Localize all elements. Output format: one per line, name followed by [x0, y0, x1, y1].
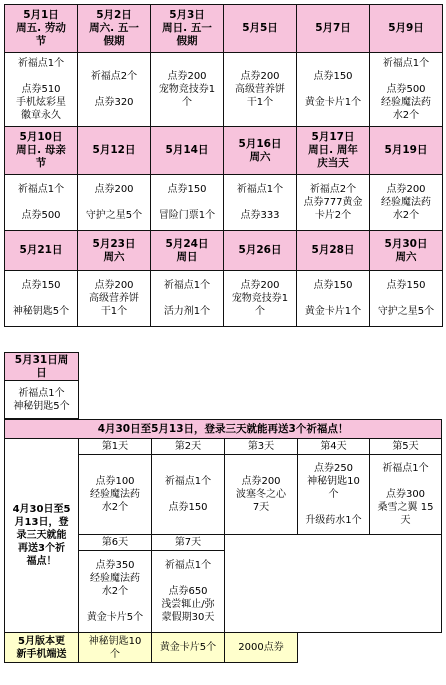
cell-text-line: 黄金卡片5个	[159, 642, 217, 653]
cell-text-line: 神秘钥匙10	[88, 635, 142, 647]
calendar-day-header	[297, 231, 370, 271]
cell-text-line: 假期	[176, 35, 198, 47]
cell-text-line: 5月1日	[23, 9, 59, 21]
calendar-day-reward	[151, 175, 224, 231]
cell-text-line: 祈福点1个	[164, 476, 212, 487]
cell-text-line: 点券150	[21, 280, 61, 291]
cell-text-line: 假期	[103, 35, 125, 47]
bonus-banner: 4月30日至5月13日，登录三天就能再送3个祈福点！	[5, 420, 442, 439]
cell-text-line: 7天	[252, 502, 270, 513]
bonus-day-reward	[225, 455, 298, 535]
bonus-day-reward	[79, 455, 152, 535]
footer-item	[225, 633, 298, 663]
cell-text-line	[370, 292, 442, 305]
calendar-day-reward	[370, 271, 443, 327]
cell-text-line: 再送3个祈	[18, 543, 65, 554]
cell-text-line: 经验魔法药	[381, 97, 431, 108]
cell-text-line: 录三天就能	[16, 530, 67, 541]
cell-text-line: 周日. 母亲	[16, 144, 66, 156]
cell-text-line: 点券650	[168, 586, 208, 597]
calendar-day-reward	[370, 175, 443, 231]
bonus-day-label: 第5天	[370, 439, 442, 455]
empty-area	[225, 535, 442, 633]
footer-item	[79, 633, 152, 663]
cell-text-line: 5月16日	[238, 137, 282, 150]
cell-text-line: 干1个	[246, 97, 274, 108]
cell-text-line: 点券150	[167, 184, 207, 195]
calendar-day-reward	[297, 53, 370, 127]
cell-text-line	[79, 598, 151, 611]
cell-text-line: 周六	[249, 150, 271, 163]
cell-text-line: 神秘钥匙5个	[13, 400, 70, 412]
cell-text-line: 点券200	[167, 71, 207, 82]
cell-text-line: 祈福点1个	[382, 58, 430, 69]
cell-text-line: 经验魔法药	[90, 489, 140, 500]
cell-text-line: 黄金卡片1个	[304, 306, 362, 317]
cell-text-line	[297, 83, 369, 96]
cell-text-line: 点券300	[385, 489, 426, 500]
calendar-day-header	[151, 5, 224, 53]
cell-text-line: 黄金卡片5个	[86, 612, 144, 623]
cell-text-line: 5月26日	[238, 244, 282, 256]
cell-text-line: 5月19日	[384, 144, 428, 156]
cell-text-line: 点券500	[21, 210, 61, 221]
cell-text-line: 5月23日	[92, 237, 136, 250]
cell-text-line: 高级营养饼	[235, 84, 285, 95]
bonus-day-reward	[370, 455, 442, 535]
cell-text-line: 周六. 五一	[89, 22, 139, 34]
cell-text-line: 点券500	[386, 84, 426, 95]
calendar-day-reward	[78, 175, 151, 231]
cell-text-line: 桑雪之翼 15	[377, 502, 434, 513]
login-bonus-table	[4, 419, 442, 663]
cell-text-line: 点券510	[21, 84, 61, 95]
calendar-day-header	[224, 231, 297, 271]
cell-text-line: 水2个	[101, 502, 129, 513]
cell-text-line: 干1个	[100, 306, 128, 317]
cell-text-line: 经验魔法药	[381, 197, 431, 208]
cell-text-line: 祈福点1个	[17, 184, 65, 195]
cell-text-line: 点券200	[386, 184, 426, 195]
calendar-day-header	[78, 127, 151, 175]
cell-text-line: 节	[35, 157, 47, 169]
cell-text-line: 点券200	[241, 476, 281, 487]
cell-text-line: 周六	[395, 250, 417, 263]
cell-text-line: 蒙假期30天	[161, 612, 215, 623]
cell-text-line	[370, 70, 442, 83]
calendar-day-reward	[224, 271, 297, 327]
calendar-day-reward	[224, 53, 297, 127]
cell-text-line: 个	[182, 97, 192, 108]
cell-text-line: 周六	[103, 250, 125, 263]
cell-text-line: 个	[328, 489, 339, 500]
cell-text-line: 庆当天	[317, 157, 349, 169]
cell-text-line	[78, 83, 150, 96]
cell-text-line	[224, 196, 296, 209]
cell-text-line: 5月14日	[165, 144, 209, 156]
bonus-day-reward	[152, 455, 225, 535]
cell-text-line: 5月17日	[311, 131, 355, 143]
bonus-day-label: 第2天	[152, 439, 225, 455]
cell-text-line: 5月版本更	[18, 635, 65, 647]
calendar-day-header	[297, 127, 370, 175]
calendar-day-header	[224, 127, 297, 175]
bonus-day-label: 第1天	[79, 439, 152, 455]
bonus-day-label: 第3天	[225, 439, 298, 455]
cell-text-line: 徽章永久	[21, 110, 61, 121]
bonus-side-label	[5, 439, 79, 633]
cell-text-line	[152, 488, 224, 501]
cell-text-line: 经验魔法药	[90, 573, 140, 584]
footer-label	[5, 633, 79, 663]
calendar-day-header	[370, 5, 443, 53]
bonus-day-label: 第7天	[152, 535, 225, 551]
cell-text-line: 神秘钥匙10	[307, 476, 360, 487]
cell-text-line: 点券150	[168, 502, 208, 513]
cell-text-line: 点券200	[94, 280, 134, 291]
calendar-day-header	[151, 231, 224, 271]
cell-text-line: 升级药水1个	[305, 515, 362, 526]
calendar-day-reward	[5, 53, 78, 127]
calendar-day-reward	[370, 53, 443, 127]
cell-text-line: 新手机端送	[16, 648, 67, 660]
cell-text-line: 祈福点1个	[17, 58, 65, 69]
cell-text-line: 宠物竞技券1	[231, 293, 289, 304]
cell-text-line: 浅尝辄止/弥	[161, 599, 215, 610]
bonus-day-reward	[79, 551, 152, 633]
cell-text-line: 5月10日	[19, 131, 63, 143]
cell-text-line: 点券100	[95, 476, 135, 487]
cell-text-line: 水2个	[101, 586, 129, 597]
calendar-day-reward	[297, 271, 370, 327]
cell-text-line: 守护之星5个	[377, 306, 435, 317]
cell-text-line: 周日. 周年	[308, 144, 358, 156]
cell-text-line: 点券320	[94, 97, 134, 108]
cell-text-line: 日	[36, 366, 47, 379]
calendar-day-reward	[224, 175, 297, 231]
cell-text-line: 水2个	[392, 210, 420, 221]
cell-text-line: 天	[400, 515, 411, 526]
calendar-day-reward	[5, 271, 78, 327]
cell-text-line: 活力剂1个	[163, 306, 211, 317]
cell-text-line: 祈福点1个	[163, 280, 211, 291]
cell-text-line: 黄金卡片1个	[304, 97, 362, 108]
cell-text-line	[152, 572, 224, 585]
bonus-day-reward	[298, 455, 370, 535]
may-calendar-table	[4, 4, 443, 327]
calendar-day-header	[78, 5, 151, 53]
calendar-day-header	[297, 5, 370, 53]
cell-text-line: 周日	[176, 250, 198, 263]
cell-text-line	[5, 292, 77, 305]
cell-text-line	[5, 196, 77, 209]
calendar-day-reward	[5, 175, 78, 231]
calendar-day-header	[5, 353, 79, 381]
cell-text-line: 祈福点2个	[309, 184, 357, 195]
cell-text-line	[151, 196, 223, 209]
calendar-day-reward	[297, 175, 370, 231]
cell-text-line	[5, 70, 77, 83]
footer-item	[152, 633, 225, 663]
cell-text-line: 4月30日至5	[12, 504, 71, 515]
cell-text-line: 卡片2个	[314, 210, 352, 221]
cell-text-line	[370, 475, 441, 488]
calendar-day-header	[5, 5, 78, 53]
calendar-day-header	[5, 127, 78, 175]
cell-text-line	[151, 292, 223, 305]
cell-text-line	[297, 292, 369, 305]
cell-text-line: 点券777黄金	[303, 197, 363, 208]
cell-text-line: 个	[110, 648, 120, 660]
cell-text-line: 月13日，登	[14, 517, 69, 528]
cell-text-line: 5月2日	[96, 9, 132, 21]
cell-text-line: 点券150	[313, 280, 353, 291]
cell-text-line: 点券150	[313, 71, 353, 82]
calendar-day-header	[5, 231, 78, 271]
cell-text-line: 祈福点2个	[90, 71, 138, 82]
cell-text-line: 福点！	[26, 556, 57, 567]
cell-text-line: 点券200	[240, 71, 280, 82]
calendar-day-reward	[78, 271, 151, 327]
cell-text-line: 波塞冬之心	[236, 489, 286, 500]
cell-text-line: 神秘钥匙5个	[12, 306, 70, 317]
calendar-day-header	[151, 127, 224, 175]
cell-text-line: 手机炫彩星	[16, 97, 66, 108]
cell-text-line: 守护之星5个	[85, 210, 143, 221]
cell-text-line: 5月9日	[388, 22, 424, 34]
cell-text-line: 水2个	[392, 110, 420, 121]
cell-text-line: 5月28日	[311, 244, 355, 256]
cell-text-line: 祈福点1个	[18, 387, 65, 399]
cell-text-line: 5月3日	[169, 9, 205, 21]
calendar-day-reward	[78, 53, 151, 127]
bonus-day-label: 第6天	[79, 535, 152, 551]
cell-text-line: 5月30日	[384, 237, 428, 250]
calendar-day-reward	[151, 53, 224, 127]
calendar-day-header	[370, 231, 443, 271]
cell-text-line: 点券200	[94, 184, 134, 195]
blank	[298, 633, 442, 663]
cell-text-line: 5月24日	[165, 237, 209, 250]
cell-text-line: 祈福点1个	[164, 560, 212, 571]
cell-text-line: 周五. 劳动	[16, 22, 66, 34]
cell-text-line: 5月7日	[315, 22, 351, 34]
cell-text-line: 5月31日周	[14, 353, 69, 366]
cell-text-line: 节	[35, 35, 47, 47]
cell-text-line: 高级营养饼	[89, 293, 139, 304]
cell-text-line	[78, 196, 150, 209]
cell-text-line: 2000点券	[238, 642, 284, 653]
cell-text-line: 冒险门票1个	[158, 210, 216, 221]
cell-text-line: 周日. 五一	[162, 22, 212, 34]
bonus-day-reward	[152, 551, 225, 633]
calendar-day-header	[78, 231, 151, 271]
bonus-day-label: 第4天	[298, 439, 370, 455]
calendar-day-header	[370, 127, 443, 175]
cell-text-line: 点券350	[95, 560, 135, 571]
cell-text-line: 个	[255, 306, 265, 317]
cell-text-line: 点券250	[313, 463, 354, 474]
cell-text-line: 点券200	[240, 280, 280, 291]
cell-text-line	[298, 501, 369, 514]
cell-text-line: 5月21日	[19, 244, 63, 256]
cell-text-line: 祈福点1个	[382, 463, 429, 474]
cell-text-line: 5月5日	[242, 22, 278, 34]
cell-text-line: 点券150	[386, 280, 426, 291]
may31-table	[4, 352, 79, 419]
cell-text-line: 祈福点1个	[236, 184, 284, 195]
calendar-day-reward	[5, 381, 79, 419]
calendar-day-header	[224, 5, 297, 53]
cell-text-line: 点券333	[240, 210, 280, 221]
cell-text-line: 宠物竞技券1	[158, 84, 216, 95]
calendar-day-reward	[151, 271, 224, 327]
cell-text-line: 5月12日	[92, 144, 136, 156]
